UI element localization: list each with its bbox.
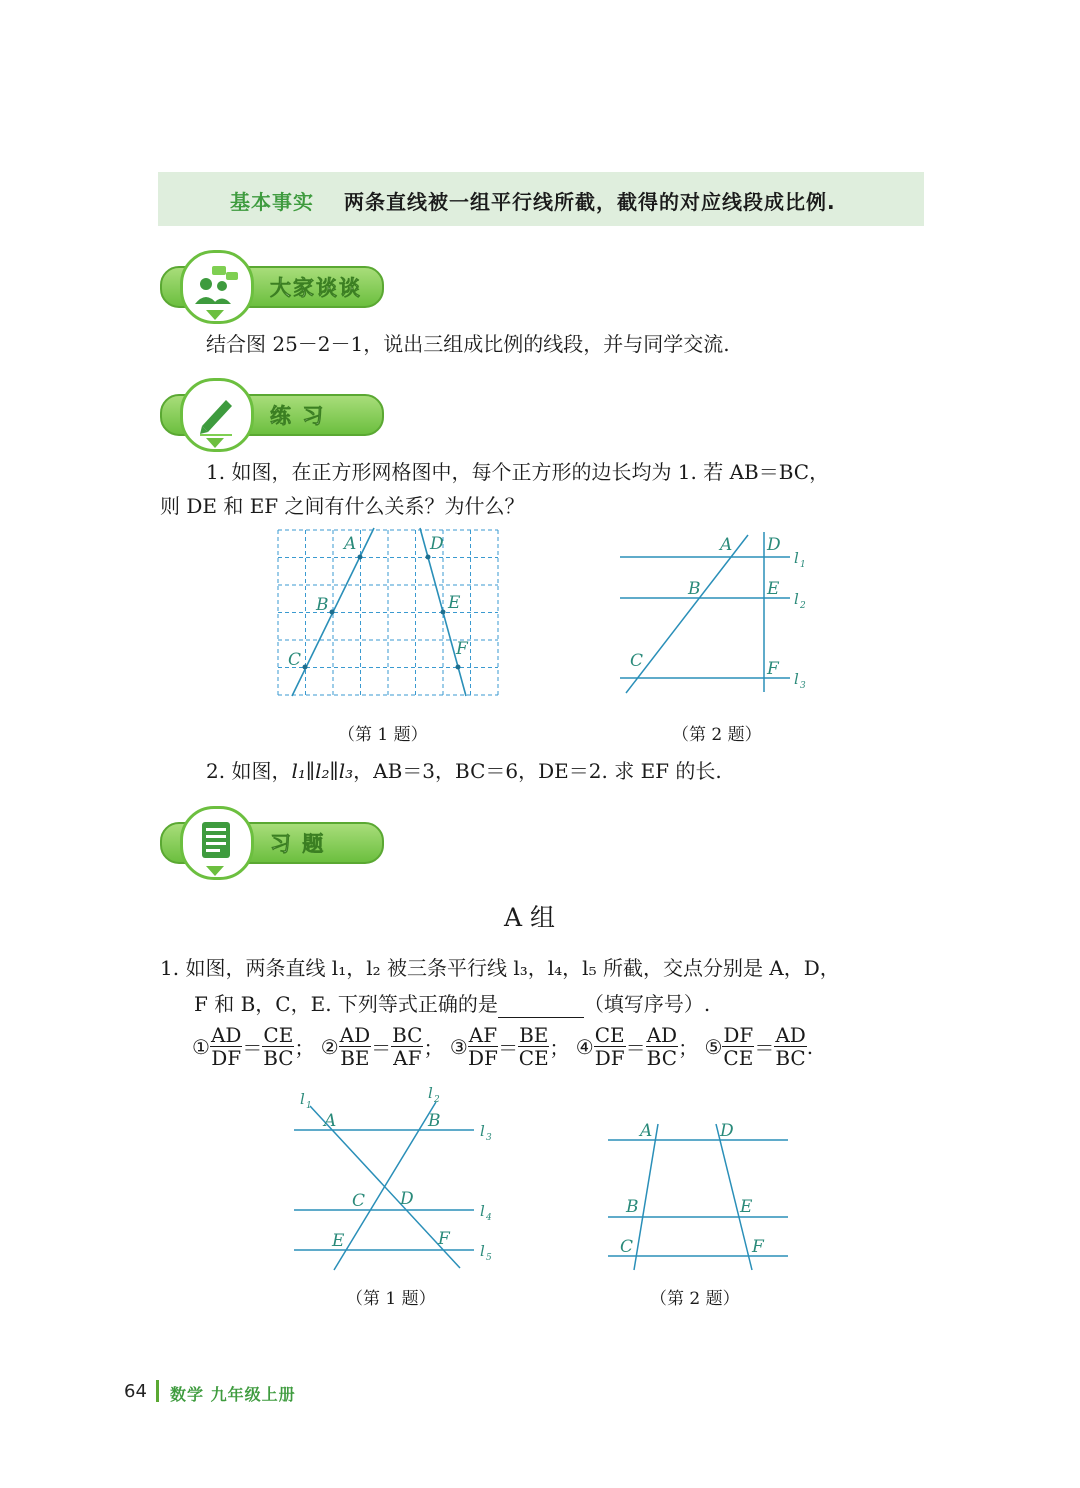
point-d <box>426 555 431 560</box>
discuss-title: 大家谈谈 <box>270 276 362 300</box>
svg-text:B: B <box>626 1197 639 1217</box>
svg-text:3: 3 <box>486 1133 492 1143</box>
svg-text:D: D <box>720 1121 734 1141</box>
book-title: 数学 九年级上册 <box>170 1385 296 1404</box>
svg-text:F: F <box>767 659 779 679</box>
svg-text:C: C <box>352 1191 366 1211</box>
svg-text:3: 3 <box>800 681 806 691</box>
practice-q1-line2: 则 DE 和 EF 之间有什么关系？为什么？ <box>160 494 525 518</box>
svg-text:E: E <box>332 1231 345 1251</box>
footer-divider <box>156 1380 159 1402</box>
practice-grid-figure <box>270 524 506 702</box>
grid-label-e: E <box>448 593 461 613</box>
svg-text:A: A <box>324 1111 337 1131</box>
exercise-fig2-caption: （第 2 题） <box>650 1289 740 1309</box>
svg-text:1: 1 <box>306 1101 312 1111</box>
point-a <box>358 555 363 560</box>
svg-text:5: 5 <box>486 1253 492 1263</box>
svg-text:l: l <box>480 1242 485 1260</box>
grid-label-b: B <box>316 595 329 615</box>
svg-text:F: F <box>752 1237 764 1257</box>
discuss-text: 结合图 25－2－1，说出三组成比例的线段，并与同学交流. <box>206 332 730 356</box>
point-b <box>330 610 335 615</box>
svg-text:A: A <box>720 535 733 555</box>
svg-text:l: l <box>794 670 799 688</box>
practice-parallel-figure <box>612 530 812 700</box>
page-number: 64 <box>124 1381 147 1402</box>
exercise-trapezoid-figure <box>604 1118 794 1276</box>
answer-blank <box>498 997 584 1018</box>
exercise-fig1-caption: （第 1 题） <box>346 1289 436 1309</box>
grid-label-c: C <box>288 650 302 670</box>
svg-text:F: F <box>438 1229 450 1249</box>
grid-label-a: A <box>344 534 357 554</box>
svg-text:l: l <box>794 549 799 567</box>
practice-q2: 2. 如图，l₁∥l₂∥l₃，AB＝3，BC＝6，DE＝2. 求 EF 的长. <box>206 759 722 783</box>
basic-fact-label: 基本事实 <box>230 190 314 214</box>
grid-label-f: F <box>456 639 468 659</box>
exercise1-options: ① $\frac{AD}{DF}$ ＝ $\frac{CE}{BC}$ ； ② $\frac{AD}{BE}$ ＝ $\frac{BC}{AF}$ ； ③ $\frac{AF}{DF}$ ＝ $\frac{BE}{CE}$ ； ④ $\frac{CE}{DF}$ ＝ $\frac{AD}{BC}$ ； ⑤ $\frac{DF}{CE}$ ＝ $\frac{AD}{BC}$ . <box>192 1023 814 1070</box>
practice-title: 练 习 <box>270 404 326 428</box>
svg-text:E: E <box>740 1197 753 1217</box>
basic-fact-text: 两条直线被一组平行线所截，截得的对应线段成比例. <box>344 190 836 214</box>
svg-text:l: l <box>794 590 799 608</box>
svg-text:4: 4 <box>486 1213 492 1223</box>
group-title: A 组 <box>504 903 556 932</box>
point-c <box>303 665 308 670</box>
svg-text:C: C <box>630 651 644 671</box>
exercises-title: 习 题 <box>270 832 326 856</box>
svg-text:A: A <box>640 1121 653 1141</box>
svg-text:D: D <box>767 535 781 555</box>
grid-label-d: D <box>430 534 444 554</box>
svg-text:B: B <box>688 579 701 599</box>
practice-q1-line1: 1. 如图，在正方形网格图中，每个正方形的边长均为 1. 若 AB＝BC， <box>206 460 830 484</box>
exercises-banner <box>158 806 384 878</box>
svg-text:B: B <box>428 1111 441 1131</box>
svg-text:1: 1 <box>800 560 806 570</box>
svg-text:l: l <box>300 1090 305 1108</box>
exercise1-line2: F 和 B，C，E. 下列等式正确的是 （填写序号）. <box>194 992 711 1016</box>
svg-text:2: 2 <box>800 601 806 611</box>
discuss-banner <box>158 250 384 322</box>
svg-text:l: l <box>480 1202 485 1220</box>
notepad-icon <box>192 818 242 864</box>
practice-banner <box>158 378 384 450</box>
svg-text:D: D <box>400 1189 414 1209</box>
svg-text:l: l <box>428 1084 433 1102</box>
svg-text:E: E <box>767 579 780 599</box>
exercise-crossing-figure <box>288 1084 506 1274</box>
people-talking-icon <box>192 262 242 308</box>
practice-fig2-caption: （第 2 题） <box>672 725 762 745</box>
exercise1-line1: 1. 如图，两条直线 l₁，l₂ 被三条平行线 l₃，l₄，l₅ 所截，交点分别是 A，D， <box>160 956 840 980</box>
point-f <box>456 665 461 670</box>
practice-fig1-caption: （第 1 题） <box>338 725 428 745</box>
svg-text:2: 2 <box>434 1095 440 1105</box>
svg-text:C: C <box>620 1237 634 1257</box>
point-e <box>441 610 446 615</box>
svg-text:l: l <box>480 1122 485 1140</box>
pencil-icon <box>192 390 242 436</box>
